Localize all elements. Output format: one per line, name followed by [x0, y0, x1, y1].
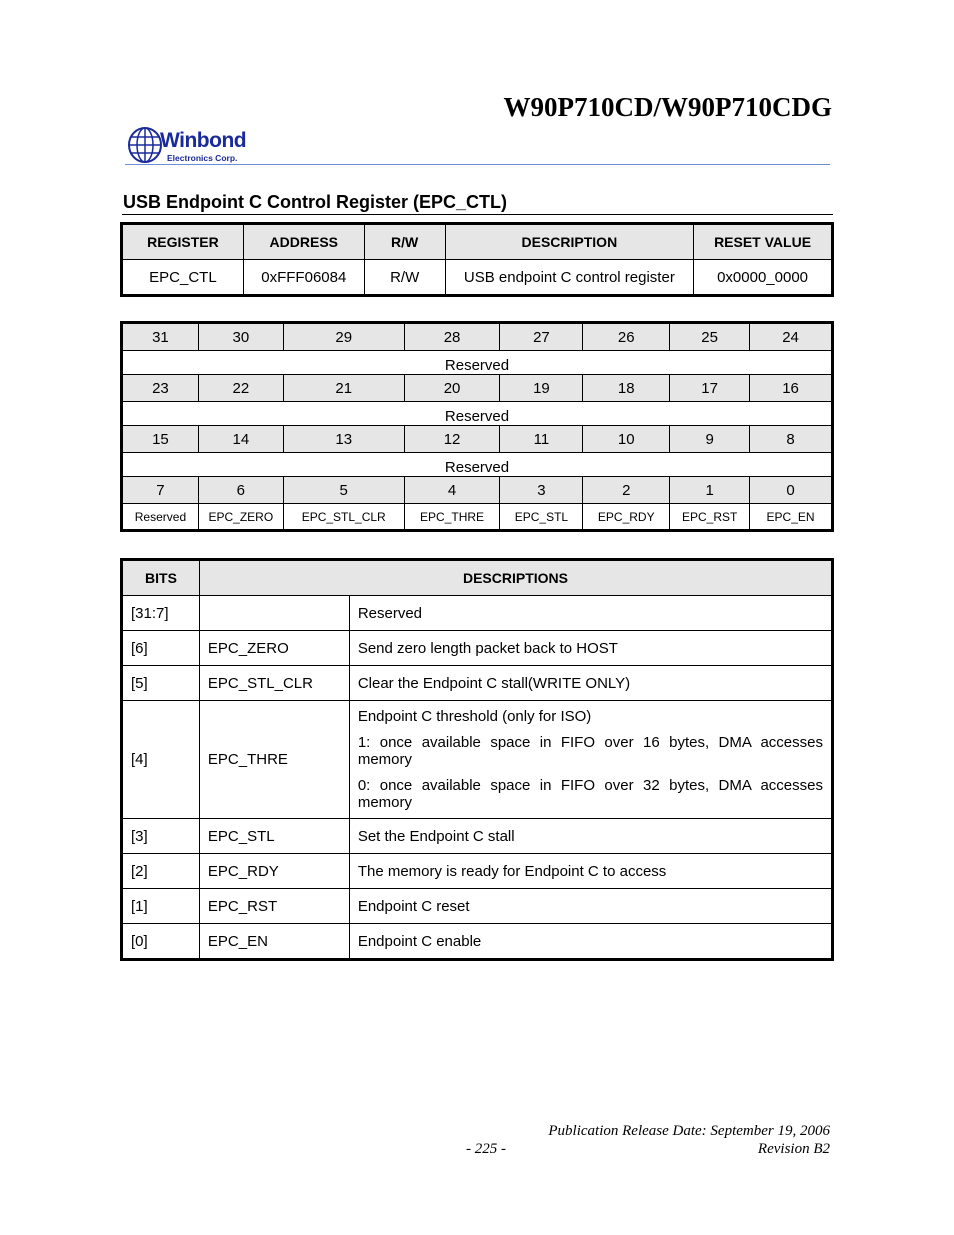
description-table-header [123, 561, 832, 596]
table-row [123, 666, 832, 701]
winbond-logo [127, 126, 257, 166]
table-row [123, 260, 832, 295]
description-text: 1: once available space in FIFO over 16 bytes, DMA accesses memory [357, 734, 823, 768]
bit-number: 15 [123, 426, 199, 453]
header-rule [125, 164, 830, 165]
bit-number: 4 [404, 477, 500, 504]
field-description [349, 819, 831, 854]
register-address: 0xFFF06084 [243, 260, 364, 295]
description-text: Endpoint C reset [357, 897, 470, 915]
register-name: EPC_CTL [123, 260, 244, 295]
page-number: - 225 - [466, 1141, 506, 1157]
logo-wordmark: Winbond [160, 129, 247, 152]
bit-number: 10 [583, 426, 670, 453]
reserved-field: Reserved [123, 402, 832, 426]
bit-number: 8 [750, 426, 832, 453]
bit-number: 1 [670, 477, 750, 504]
bit-range: [3] [123, 819, 200, 854]
table-row [123, 596, 832, 631]
bit-number: 2 [583, 477, 670, 504]
revision: Revision B2 [757, 1141, 830, 1157]
bit-number: 11 [500, 426, 583, 453]
table-row [123, 889, 832, 924]
bit-range: [1] [123, 889, 200, 924]
bit-number-row [123, 426, 832, 453]
column-header: R/W [364, 225, 445, 260]
bit-number: 17 [670, 375, 750, 402]
bit-number: 31 [123, 324, 199, 351]
register-description: USB endpoint C control register [445, 260, 694, 295]
reserved-field: Reserved [123, 351, 832, 375]
bit-number: 30 [198, 324, 283, 351]
bit-field-row [123, 453, 832, 477]
bit-number: 21 [283, 375, 404, 402]
field-name: EPC_EN [199, 924, 349, 959]
bit-name: EPC_STL_CLR [283, 504, 404, 530]
bit-number: 9 [670, 426, 750, 453]
bit-number: 25 [670, 324, 750, 351]
bit-number: 23 [123, 375, 199, 402]
bit-range: [6] [123, 631, 200, 666]
description-text: Reserved [357, 604, 423, 622]
field-description [349, 631, 831, 666]
register-table-header [123, 225, 832, 260]
column-header: BITS [123, 561, 200, 596]
bit-number: 18 [583, 375, 670, 402]
bit-number: 3 [500, 477, 583, 504]
section-rule [122, 214, 833, 215]
bit-number-row [123, 324, 832, 351]
bit-number: 20 [404, 375, 500, 402]
bit-name: EPC_STL [500, 504, 583, 530]
description-text: The memory is ready for Endpoint C to access [357, 862, 667, 880]
description-text: Send zero length packet back to HOST [357, 639, 618, 657]
bit-number: 22 [198, 375, 283, 402]
table-row [123, 924, 832, 959]
bit-number: 12 [404, 426, 500, 453]
bit-number: 13 [283, 426, 404, 453]
bit-number: 6 [198, 477, 283, 504]
bit-range: [0] [123, 924, 200, 959]
field-name: EPC_STL_CLR [199, 666, 349, 701]
description-text: Clear the Endpoint C stall(WRITE ONLY) [357, 674, 631, 692]
table-row [123, 701, 832, 819]
bit-name: EPC_ZERO [198, 504, 283, 530]
bit-range: [4] [123, 701, 200, 819]
bit-description-table [122, 560, 832, 959]
description-text: Endpoint C enable [357, 932, 482, 950]
reserved-field: Reserved [123, 453, 832, 477]
field-description [349, 889, 831, 924]
field-description [349, 924, 831, 959]
table-row [123, 854, 832, 889]
description-text: 0: once available space in FIFO over 32 bytes, DMA accesses memory [357, 777, 823, 811]
field-description [349, 701, 831, 819]
bit-number-row [123, 477, 832, 504]
bit-number: 14 [198, 426, 283, 453]
field-description [349, 666, 831, 701]
field-name: EPC_RDY [199, 854, 349, 889]
bit-number: 19 [500, 375, 583, 402]
bit-name-row [123, 504, 832, 530]
table-row [123, 819, 832, 854]
field-name [199, 596, 349, 631]
document-title: W90P710CD/W90P710CDG [503, 92, 832, 122]
field-name: EPC_STL [199, 819, 349, 854]
register-table [122, 224, 832, 295]
column-header: ADDRESS [243, 225, 364, 260]
column-header: REGISTER [123, 225, 244, 260]
bit-field-row [123, 402, 832, 426]
field-name: EPC_ZERO [199, 631, 349, 666]
bit-number: 24 [750, 324, 832, 351]
bit-number: 27 [500, 324, 583, 351]
bit-name: EPC_RDY [583, 504, 670, 530]
bit-number: 26 [583, 324, 670, 351]
logo-subtitle: Electronics Corp. [167, 153, 238, 163]
bit-number: 16 [750, 375, 832, 402]
globe-icon [127, 126, 163, 164]
publication-date: Publication Release Date: September 19, 2006 [548, 1123, 830, 1139]
column-header: DESCRIPTION [445, 225, 694, 260]
bit-map-table [122, 323, 832, 530]
field-name: EPC_RST [199, 889, 349, 924]
field-name: EPC_THRE [199, 701, 349, 819]
bit-name: EPC_THRE [404, 504, 500, 530]
description-text: Set the Endpoint C stall [357, 827, 515, 845]
bit-number: 7 [123, 477, 199, 504]
bit-number-row [123, 375, 832, 402]
bit-range: [5] [123, 666, 200, 701]
bit-number: 0 [750, 477, 832, 504]
bit-name: EPC_EN [750, 504, 832, 530]
bit-range: [31:7] [123, 596, 200, 631]
column-header: RESET VALUE [694, 225, 832, 260]
bit-field-row [123, 351, 832, 375]
register-access: R/W [364, 260, 445, 295]
field-description [349, 596, 831, 631]
section-title: USB Endpoint C Control Register (EPC_CTL) [123, 192, 507, 212]
description-text: Endpoint C threshold (only for ISO) [357, 708, 592, 725]
bit-number: 29 [283, 324, 404, 351]
bit-number: 28 [404, 324, 500, 351]
bit-range: [2] [123, 854, 200, 889]
bit-name: Reserved [123, 504, 199, 530]
bit-name: EPC_RST [670, 504, 750, 530]
bit-number: 5 [283, 477, 404, 504]
register-reset-value: 0x0000_0000 [694, 260, 832, 295]
column-header: DESCRIPTIONS [199, 561, 831, 596]
field-description [349, 854, 831, 889]
table-row [123, 631, 832, 666]
